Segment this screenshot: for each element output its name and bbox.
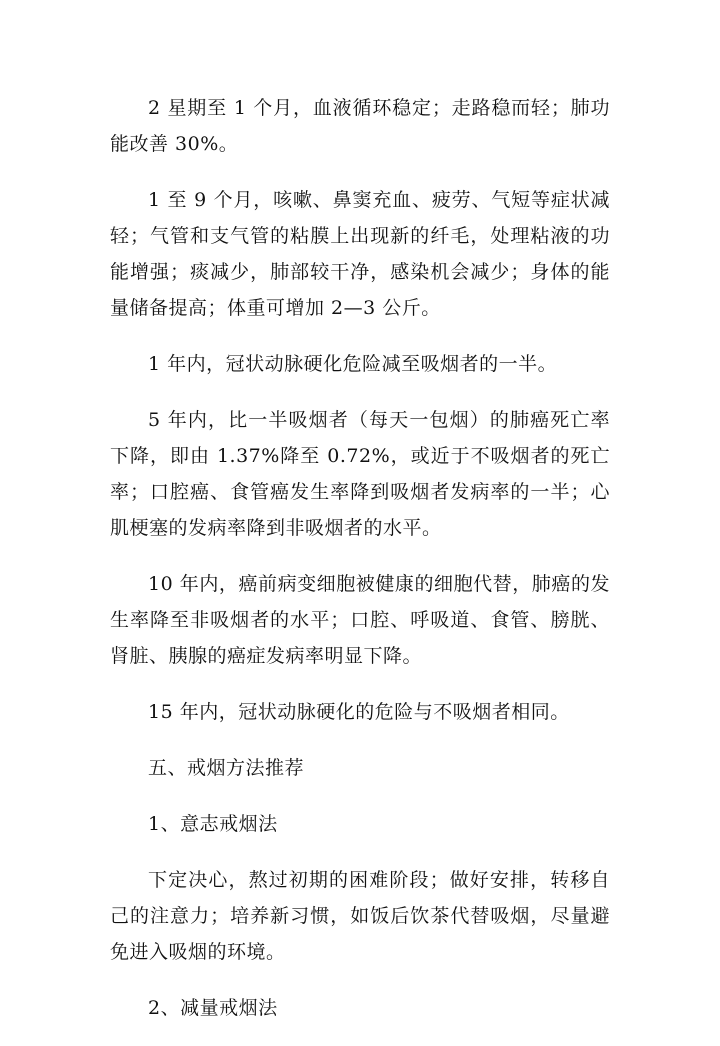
paragraph-1-9-months: 1 至 9 个月，咳嗽、鼻窦充血、疲劳、气短等症状减轻；气管和支气管的粘膜上出现新的纤毛，处理粘液的功能增强；痰减少，肺部较干净，感染机会减少；身体的能量储备提高；体重可增加 2—3 公斤。	[110, 189, 610, 319]
document-page	[110, 90, 610, 1046]
section-heading: 五、戒烟方法推荐	[148, 757, 305, 779]
paragraph-10-years: 10 年内，癌前病变细胞被健康的细胞代替，肺癌的发生率降至非吸烟者的水平；口腔、呼吸道、食管、膀胱、肾脏、胰腺的癌症发病率明显下降。	[110, 573, 610, 667]
paragraph-15-years: 15 年内，冠状动脉硬化的危险与不吸烟者相同。	[148, 701, 570, 723]
method-1-text: 下定决心，熬过初期的困难阶段；做好安排，转移自己的注意力；培养新习惯，如饭后饮茶代替吸烟，尽量避免进入吸烟的环境。	[110, 869, 610, 963]
paragraph-2-weeks: 2 星期至 1 个月，血液循环稳定；走路稳而轻；肺功能改善 30%。	[110, 97, 610, 155]
paragraph-1-year: 1 年内，冠状动脉硬化危险减至吸烟者的一半。	[148, 353, 558, 375]
method-1-heading: 1、意志戒烟法	[148, 813, 278, 835]
paragraph-5-years: 5 年内，比一半吸烟者（每天一包烟）的肺癌死亡率下降，即由 1.37%降至 0.72%，或近于不吸烟者的死亡率；口腔癌、食管癌发生率降到吸烟者发病率的一半；心肌梗塞的发病率降到非吸烟者的水平。	[110, 409, 610, 539]
method-2-heading: 2、减量戒烟法	[148, 997, 278, 1019]
